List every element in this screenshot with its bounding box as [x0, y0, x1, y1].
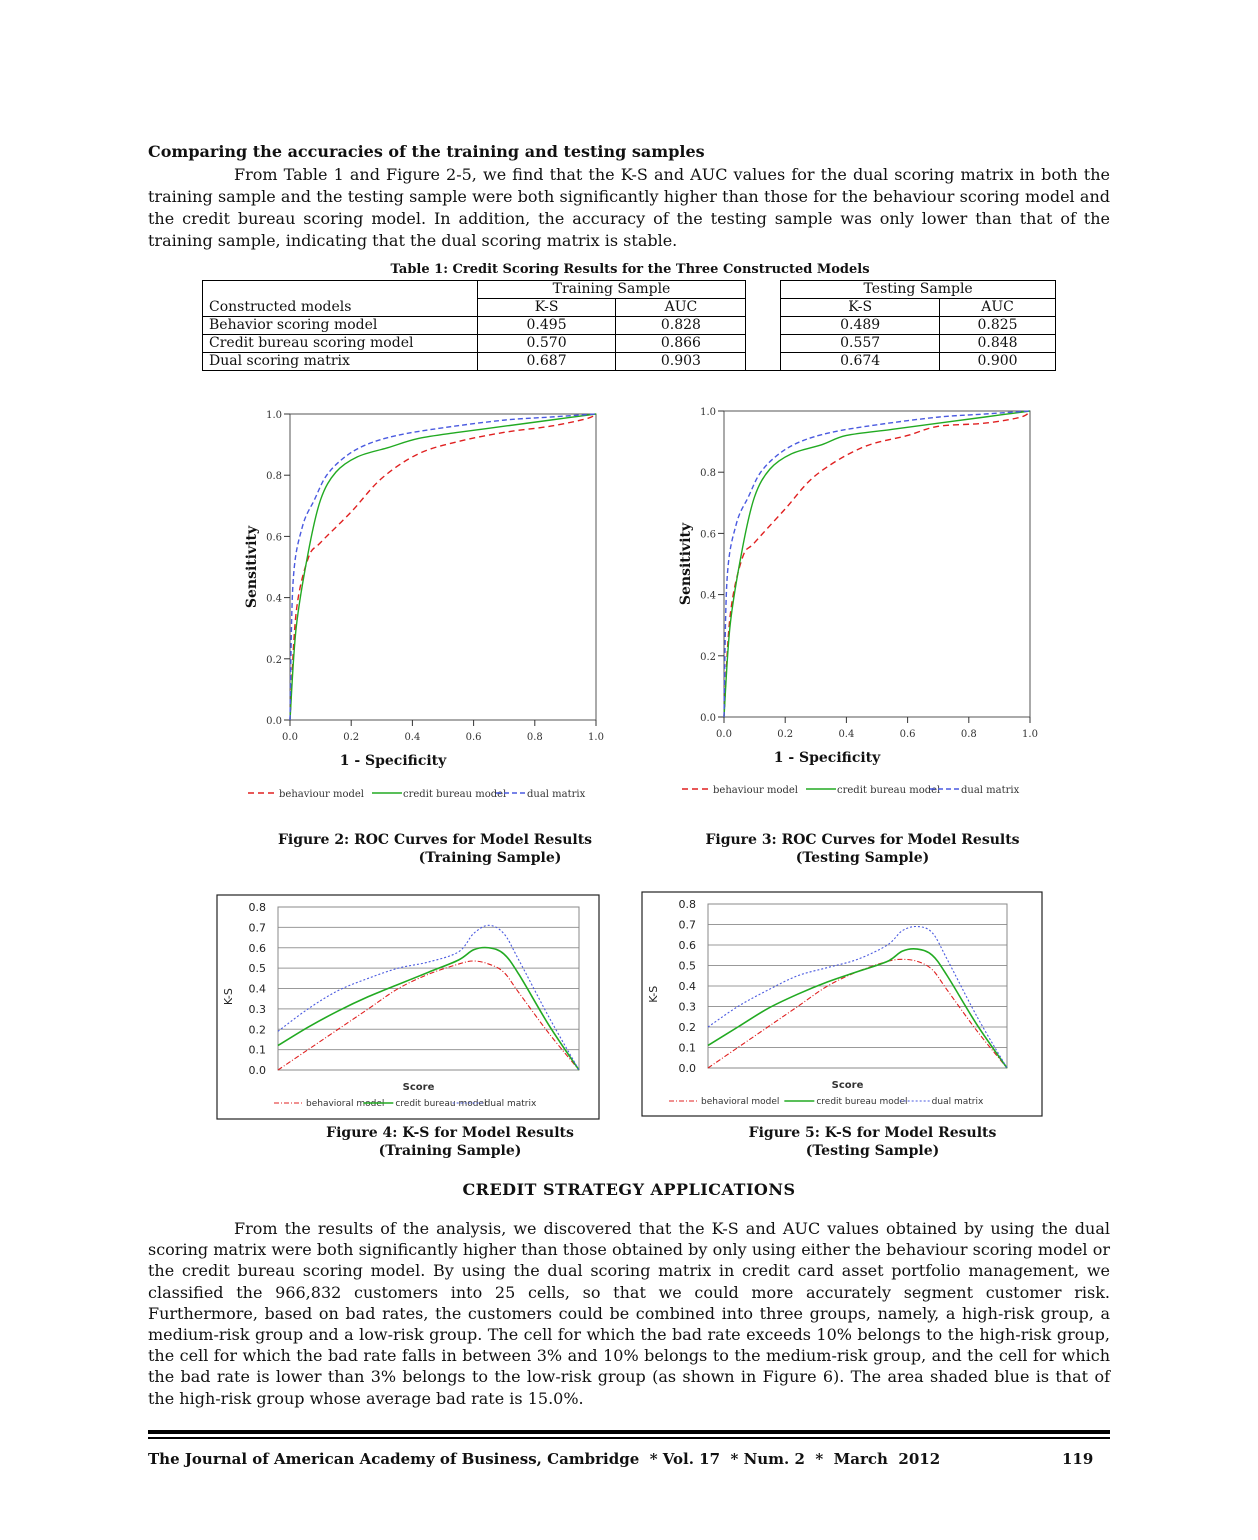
x-tick-label: 0.2 — [343, 732, 360, 743]
y-tick-label: 0.4 — [248, 982, 266, 996]
paragraph-intro — [148, 164, 1110, 252]
figure2-caption — [270, 831, 600, 867]
y-tick-label: 0.4 — [678, 980, 696, 993]
y-tick-label: 0.2 — [266, 654, 282, 666]
table-row — [203, 353, 1056, 371]
legend-label-dual-matrix: dual matrix — [931, 1097, 984, 1107]
section-heading: Comparing the accuracies of the training and testing samples — [148, 142, 705, 161]
legend-label-credit-bureau-model: credit bureau model — [395, 1099, 487, 1109]
table-spacer-cell — [746, 353, 781, 371]
y-tick-label: 0.3 — [248, 1002, 266, 1016]
plot-area — [290, 414, 596, 720]
roc-chart-testing — [670, 397, 1050, 807]
table-caption: Table 1: Credit Scoring Results for the Three Constructed Models — [390, 262, 870, 277]
table-spacer-cell — [746, 281, 781, 299]
table-spacer-cell — [746, 335, 781, 353]
x-tick-label: 0.8 — [960, 729, 977, 740]
figure4-caption — [320, 1124, 580, 1160]
journal-footer: The Journal of American Academy of Business, Cambridge * Vol. 17 * Num. 2 * March 2012 — [148, 1450, 941, 1468]
train-auc-value: 0.828 — [616, 317, 746, 335]
y-tick-label: 0.8 — [248, 901, 266, 914]
figure4-caption-subtitle: (Training Sample) — [378, 1143, 522, 1159]
x-tick-label: 1.0 — [588, 732, 604, 743]
y-axis-label: Sensitivity — [678, 522, 694, 606]
x-tick-label: 0.6 — [465, 732, 482, 743]
group-header-testing: Testing Sample — [781, 281, 1056, 299]
legend-label-dual-matrix: dual matrix — [527, 789, 586, 800]
legend-label-credit-bureau-model: credit bureau model — [837, 785, 941, 796]
y-tick-label: 0.4 — [266, 593, 282, 605]
table-corner-cell — [203, 281, 478, 299]
col-header-train-auc: AUC — [616, 299, 746, 317]
train-auc-value: 0.903 — [616, 353, 746, 371]
x-axis-label: Score — [831, 1080, 864, 1091]
legend-label-behaviour-model: behaviour model — [279, 789, 365, 800]
train-ks-value: 0.570 — [477, 335, 616, 353]
y-axis-label: K-S — [647, 985, 660, 1003]
figure3-caption — [700, 831, 1025, 867]
y-tick-label: 0.5 — [678, 959, 696, 973]
figure5-caption-subtitle: (Testing Sample) — [805, 1143, 940, 1159]
table-column-header-row — [203, 299, 1056, 317]
y-tick-label: 1.0 — [266, 410, 282, 421]
y-tick-label: 1.0 — [700, 407, 716, 418]
ks-chart-training — [216, 894, 600, 1120]
y-tick-label: 0.1 — [678, 1041, 696, 1055]
test-ks-value: 0.489 — [781, 317, 940, 335]
legend-label-credit-bureau-model: credit bureau model — [816, 1097, 908, 1107]
figure5-caption — [745, 1124, 1000, 1160]
test-auc-value: 0.825 — [940, 317, 1056, 335]
y-tick-label: 0.8 — [266, 471, 282, 483]
x-tick-label: 0.4 — [404, 732, 421, 743]
y-tick-label: 0.0 — [700, 713, 716, 724]
y-tick-label: 0.0 — [678, 1062, 696, 1075]
y-tick-label: 0.2 — [248, 1023, 266, 1037]
plot-area — [724, 411, 1030, 717]
y-tick-label: 0.6 — [248, 941, 266, 955]
col-header-models: Constructed models — [203, 299, 478, 317]
x-axis-label: Score — [402, 1082, 435, 1093]
y-tick-label: 0.6 — [266, 532, 282, 544]
x-tick-label: 0.4 — [838, 729, 855, 740]
train-ks-value: 0.495 — [477, 317, 616, 335]
test-ks-value: 0.557 — [781, 335, 940, 353]
y-tick-label: 0.2 — [678, 1021, 696, 1034]
paragraph-strategy-text: From the results of the analysis, we discovered that the K-S and AUC values obtained by using the dual scoring matrix were both significantly higher than those obtained by only using either the behaviour scoring model or the credit bureau scoring model. By using the dual scoring matrix in credit card asset portfolio management, we classified the 966,832 customers into 25 cells, so that we could more accurately segment customer risk. Furthermore, based on bad rates, the customers could be combined into three groups, namely, a high-risk group, a medium-risk group and a low-risk group. The cell for which the bad rate exceeds 10% belongs to the high-risk group, the cell for which the bad rate falls in between 3% and 10% belongs to the medium-risk group, and the cell for which the bad rate is lower than 3% belongs to the low-risk group (as shown in Figure 6). The area shaded blue is that of the high-risk group whose average bad rate is 15.0%. — [148, 1219, 1110, 1408]
y-tick-label: 0.3 — [678, 1000, 696, 1014]
x-tick-label: 1.0 — [1022, 729, 1038, 740]
figure4-caption-title: Figure 4: K-S for Model Results — [326, 1125, 574, 1141]
x-tick-label: 0.8 — [526, 732, 543, 743]
group-header-training: Training Sample — [477, 281, 746, 299]
train-auc-value: 0.866 — [616, 335, 746, 353]
model-name: Dual scoring matrix — [203, 353, 478, 371]
legend-label-behaviour-model: behaviour model — [713, 785, 799, 796]
y-tick-label: 0.6 — [678, 939, 696, 952]
page-number: 119 — [1062, 1450, 1094, 1468]
figure3-caption-title: Figure 3: ROC Curves for Model Results — [705, 832, 1020, 848]
y-axis-label: Sensitivity — [244, 525, 260, 609]
y-tick-label: 0.8 — [678, 898, 696, 911]
x-tick-label: 0.6 — [899, 729, 916, 740]
y-tick-label: 0.2 — [700, 651, 716, 663]
y-tick-label: 0.0 — [248, 1064, 266, 1077]
ks-chart-testing — [641, 891, 1043, 1117]
legend-label-behavioral-model: behavioral model — [306, 1099, 385, 1109]
model-name: Behavior scoring model — [203, 317, 478, 335]
y-tick-label: 0.6 — [700, 529, 716, 541]
y-tick-label: 0.7 — [678, 918, 696, 932]
x-axis-label: 1 - Specificity — [773, 750, 881, 766]
test-auc-value: 0.848 — [940, 335, 1056, 353]
roc-chart-training — [236, 400, 616, 810]
figure3-caption-subtitle: (Testing Sample) — [795, 850, 930, 866]
table-spacer-cell — [746, 317, 781, 335]
y-tick-label: 0.1 — [248, 1043, 266, 1057]
y-tick-label: 0.8 — [700, 468, 716, 480]
footer-rule-thin — [148, 1437, 1110, 1439]
y-tick-label: 0.5 — [248, 962, 266, 976]
legend-label-dual-matrix: dual matrix — [961, 785, 1020, 796]
legend-label-dual-matrix: dual matrix — [484, 1099, 537, 1109]
table-row — [203, 317, 1056, 335]
x-tick-label: 0.0 — [282, 732, 298, 743]
y-tick-label: 0.4 — [700, 590, 716, 602]
paragraph-intro-text: From Table 1 and Figure 2-5, we find that the K-S and AUC values for the dual scoring matrix in both the training sample and the testing sample were both significantly higher than those for the behaviour scoring model and the credit bureau scoring model. In addition, the accuracy of the testing sample was only lower than that of the training sample, indicating that the dual scoring matrix is stable. — [148, 165, 1110, 250]
col-header-test-auc: AUC — [940, 299, 1056, 317]
model-name: Credit bureau scoring model — [203, 335, 478, 353]
section2-heading: CREDIT STRATEGY APPLICATIONS — [462, 1180, 796, 1199]
results-table — [202, 280, 1056, 371]
footer-rule-thick — [148, 1430, 1110, 1434]
figure2-caption-title: Figure 2: ROC Curves for Model Results — [277, 832, 593, 848]
table-group-header-row — [203, 281, 1056, 299]
test-ks-value: 0.674 — [781, 353, 940, 371]
legend-label-behavioral-model: behavioral model — [701, 1097, 780, 1107]
legend-label-credit-bureau-model: credit bureau model — [403, 789, 507, 800]
x-tick-label: 0.2 — [777, 729, 794, 740]
y-axis-label: K-S — [222, 988, 235, 1006]
paragraph-strategy — [148, 1218, 1110, 1409]
train-ks-value: 0.687 — [477, 353, 616, 371]
figure5-caption-title: Figure 5: K-S for Model Results — [748, 1125, 997, 1141]
figure2-caption-subtitle: (Training Sample) — [418, 850, 562, 866]
table-row — [203, 335, 1056, 353]
x-tick-label: 0.0 — [716, 729, 732, 740]
y-tick-label: 0.0 — [266, 716, 282, 727]
test-auc-value: 0.900 — [940, 353, 1056, 371]
col-header-train-ks: K-S — [477, 299, 616, 317]
y-tick-label: 0.7 — [248, 921, 266, 935]
col-header-test-ks: K-S — [781, 299, 940, 317]
table-spacer-cell — [746, 299, 781, 317]
x-axis-label: 1 - Specificity — [339, 753, 447, 769]
